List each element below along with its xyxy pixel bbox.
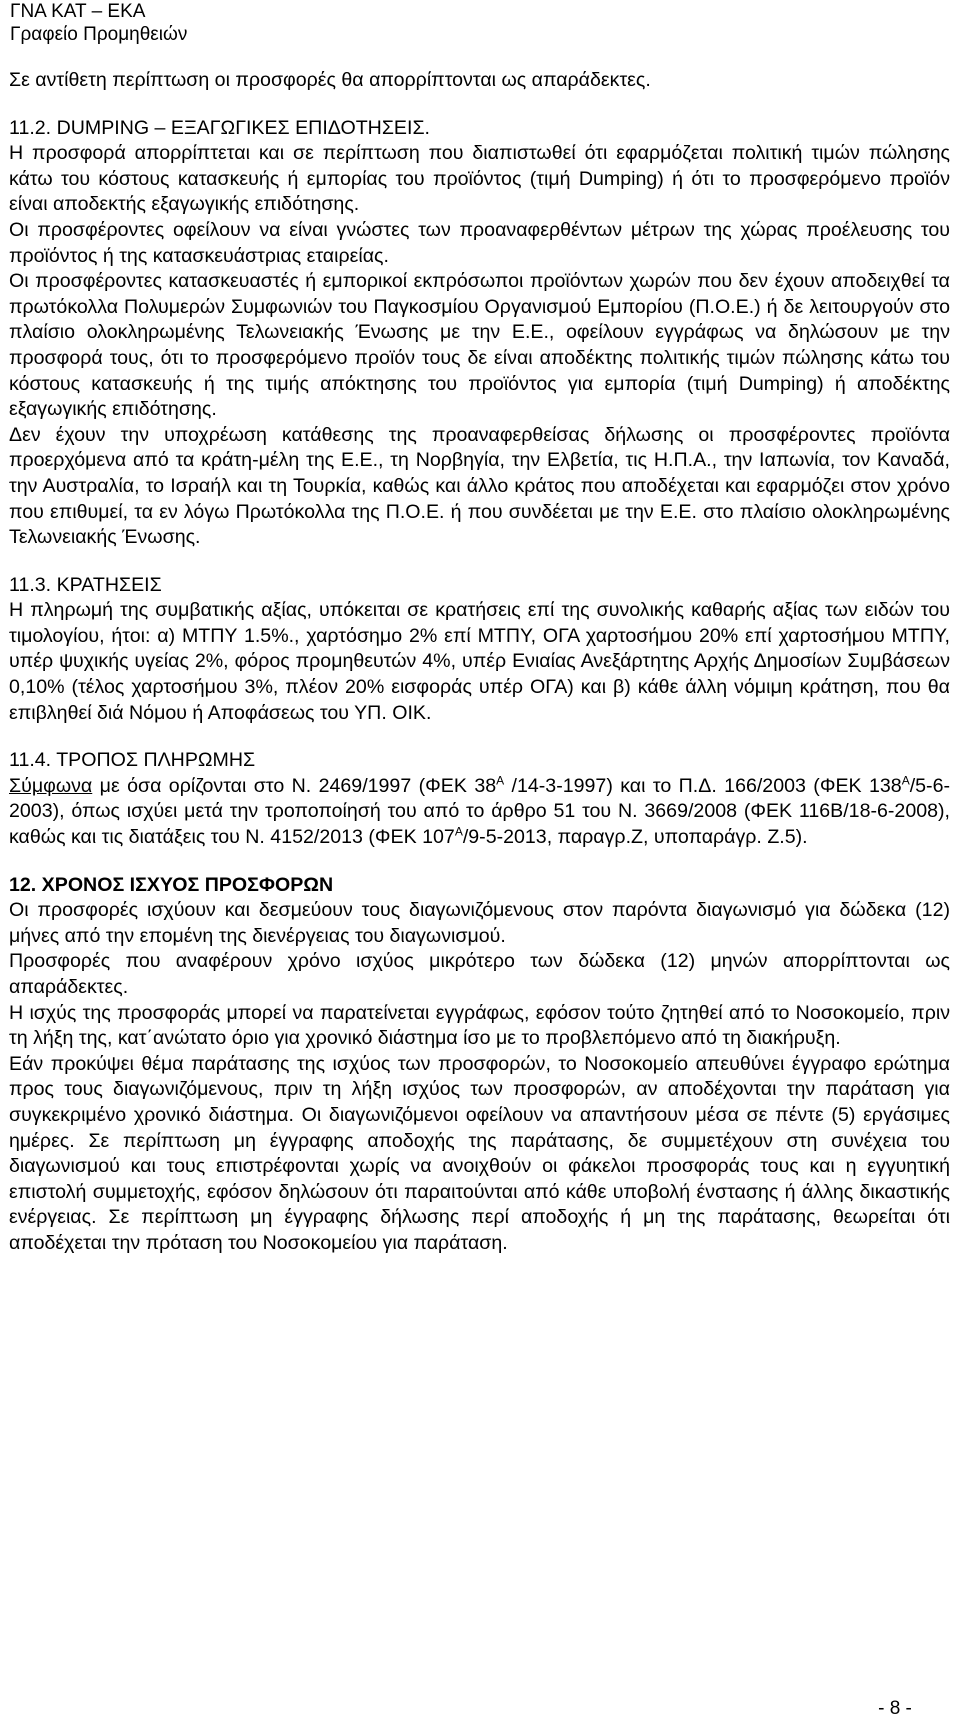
section-11-2-p3: Οι προσφέροντες κατασκευαστές ή εμπορικοί εκπρόσωποι προϊόντων χωρών που δεν έχουν αποδειχθεί τα πρωτόκολλα Πολυμερών Συμφωνιών του Παγκοσμίου Οργανισμού Εμπορίου (Π.Ο.Ε.) ή δε λειτουργούν στο πλαίσιο ολοκληρωμένης Τελωνειακής Ένωσης με την Ε.Ε., οφείλουν εγγράφως να δηλώσουν με την προσφορά τους, ότι το προσφερόμενο προϊόν τους δε είναι αποδέκτης πολιτικής τιμών πώλησης κάτω του κόστους κατασκευής ή της τιμής απόκτησης του προϊόντος για εμπορία (τιμή Dumping) ή αποδέκτης εξαγωγικής επιδότησης. bbox=[9, 270, 950, 421]
section-12 bbox=[9, 873, 950, 1257]
section-11-2 bbox=[9, 116, 950, 551]
header-org: ΓΝΑ ΚΑΤ – ΕΚΑ bbox=[10, 1, 146, 22]
section-12-p2: Προσφορές που αναφέρουν χρόνο ισχύος μικρότερο των δώδεκα (12) μηνών απορρίπτονται ως απαράδεκτες. bbox=[9, 950, 950, 998]
section-11-4-lead: Σύμφωνα bbox=[9, 774, 93, 797]
section-12-heading: 12. ΧΡΟΝΟΣ ΙΣΧΥΟΣ ΠΡΟΣΦΟΡΩΝ bbox=[9, 873, 334, 896]
intro-paragraph: Σε αντίθετη περίπτωση οι προσφορές θα απορρίπτονται ως απαράδεκτες. bbox=[9, 69, 651, 91]
document-header bbox=[10, 0, 187, 46]
section-11-2-p4: Δεν έχουν την υποχρέωση κατάθεσης της προαναφερθείσας δήλωσης οι προσφέροντες προϊόντα προερχόμενα από τα κράτη-μέλη της Ε.Ε., τη Νορβηγία, την Ελβετία, τις Η.Π.Α., την Ιαπωνία, τον Καναδά, την Αυστραλία, το Ισραήλ και τη Τουρκία, καθώς και άλλο κράτος που αποδέχεται και εφαρμόζει στον χρόνο που επιθυμεί, τα εν λόγω Πρωτόκολλα της Π.Ο.Ε. ή που συνδέεται με την Ε.Ε. στο πλαίσιο ολοκληρωμένης Τελωνειακής Ένωσης. bbox=[9, 423, 950, 549]
section-11-2-p1: Η προσφορά απορρίπτεται και σε περίπτωση που διαπιστωθεί ότι εφαρμόζεται πολιτική τιμών πώλησης κάτω του κόστους κατασκευής ή εμπορίας του προϊόντος (τιμή Dumping) ή ότι το προσφερόμενο προϊόν είναι αποδεκτής εξαγωγικής επιδότησης. bbox=[9, 142, 950, 216]
header-department: Γραφείο Προμηθειών bbox=[10, 24, 188, 45]
section-11-3-p1: Η πληρωμή της συμβατικής αξίας, υπόκειται σε κρατήσεις επί της συνολικής καθαρής αξίας των ειδών του τιμολογίου, ήτοι: α) ΜΤΠΥ 1.5%., χαρτόσημο 2% επί ΜΤΠΥ, ΟΓΑ χαρτοσήμου 20% επί χαρτοσήμου ΜΤΠΥ, υπέρ ψυχικής υγείας 2%, φόρος προμηθευτών 4%, υπέρ Ενιαίας Ανεξάρτητης Αρχής Δημοσίων Συμβάσεων 0,10% (τέλος χαρτοσήμου 3%, πλέον 20% εισφοράς υπέρ ΟΓΑ) και β) κάθε άλλη νόμιμη κράτηση, που θα επιβληθεί διά Νόμου ή Αποφάσεως του ΥΠ. ΟΙΚ. bbox=[9, 599, 950, 724]
document-body bbox=[9, 68, 950, 1257]
section-12-p1: Οι προσφορές ισχύουν και δεσμεύουν τους διαγωνιζόμενους στον παρόντα διαγωνισμό για δώδεκα (12) μήνες από την επομένη της διενέργειας του διαγωνισμού. bbox=[9, 899, 950, 947]
page-number: - 8 - bbox=[878, 1698, 912, 1719]
section-11-4 bbox=[9, 748, 950, 850]
section-11-2-heading: 11.2. DUMPING – ΕΞΑΓΩΓΙΚΕΣ ΕΠΙΔΟΤΗΣΕΙΣ. bbox=[9, 116, 430, 139]
section-12-p4: Εάν προκύψει θέμα παράτασης της ισχύος των προσφορών, το Νοσοκομείο απευθύνει έγγραφο ερώτημα προς τους διαγωνιζόμενους, πριν τη λήξη ισχύος των προσφορών, αν αποδέχονται την παράταση για συγκεκριμένο χρονικό διάστημα. Οι διαγωνιζόμενοι οφείλουν να απαντήσουν μέσα σε πέντε (5) εργάσιμες ημέρες. Σε περίπτωση μη έγγραφης αποδοχής της παράτασης, δε συμμετέχουν στη συνέχεια του διαγωνισμού και τους επιστρέφονται χωρίς να ανοιχθούν οι φάκελοι προσφοράς τους και η εγγυητική επιστολή συμμετοχής, εφόσον δηλώσουν ότι παραιτούνται από κάθε υποβολή ένστασης ή άλλης δικαστικής ενέργειας. Σε περίπτωση μη έγγραφης δήλωσης περί αποδοχής ή μη της παράτασης, θεωρείται ότι αποδέχεται την πρόταση του Νοσοκομείου για παράταση. bbox=[9, 1052, 950, 1254]
section-11-3 bbox=[9, 573, 950, 727]
section-11-3-heading: 11.3. ΚΡΑΤΗΣΕΙΣ bbox=[9, 573, 162, 596]
section-11-4-heading: 11.4. ΤΡΟΠΟΣ ΠΛΗΡΩΜΗΣ bbox=[9, 749, 256, 772]
section-11-4-p1: Σύμφωνα με όσα ορίζονται στο Ν. 2469/1997 (ΦΕΚ $38^A$ /14-3-1997) και το Π.Δ. 166/2003 (ΦΕΚ $138^A/5-6-2003$), όπως ισχύει μετά την τροποποίησή του από το άρθρο 51 του Ν. 3669/2008 (ΦΕΚ 116Β/18-6-2008), καθώς και τις διατάξεις του Ν. 4152/2013 (ΦΕΚ $107^A/9-5-2013$, παραγρ.Ζ, υποπαράγρ. Ζ.5). bbox=[9, 773, 950, 849]
section-11-2-p2: Οι προσφέροντες οφείλουν να είναι γνώστες των προαναφερθέντων μέτρων της χώρας προέλευσης του προϊόντος ή της κατασκευάστριας εταιρείας. bbox=[9, 218, 950, 267]
section-12-p3: Η ισχύς της προσφοράς μπορεί να παρατείνεται εγγράφως, εφόσον τούτο ζητηθεί από το Νοσοκομείο, πριν τη λήξη της, κατ΄ανώτατο όριο για χρονικό διάστημα ίσο με το προβλεπόμενο από τη διακήρυξη. bbox=[9, 1001, 950, 1050]
